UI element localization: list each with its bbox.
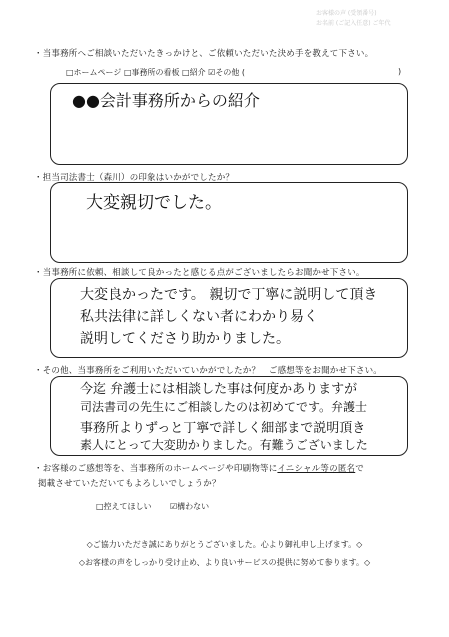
footer-commitment: ◇お客様の声をしっかり受け止め、より良いサービスの提供に努めて参ります。◇ (78, 558, 371, 567)
question-1-text: ・当事務所へご相談いただいたきっかけと、ご依頼いただいた決め手を教えて下さい。 (34, 49, 374, 59)
answer-4-line-1: 今迄 弁護士には相談した事は何度かありますが (80, 382, 358, 397)
question-3-text: ・当事務所に依頼、相談して良かったと感じる点がございましたらお聞かせ下さい。 (34, 268, 365, 278)
footer-thanks: ◇ご協力いただき誠にありがとうございました。心より御礼申し上げます。◇ (86, 540, 363, 549)
question-1-options (66, 67, 402, 78)
question-5-text (34, 462, 364, 474)
question-5-text-after: で (355, 464, 364, 474)
answer-2-handwriting: 大変親切でした。 (86, 193, 222, 213)
question-5-text-line2: 掲載させていただいてもよろしいでしょうか？ (38, 479, 221, 489)
question-1-options-close: ) (398, 67, 402, 76)
header-faint-line1: お客様の声 (受領番号) (316, 10, 377, 17)
answer-3-line-3: 説明してくださり助かりました。 (80, 331, 290, 347)
answer-1-handwriting: ●●会計事務所からの紹介 (72, 91, 260, 110)
option-allow-checkbox[interactable]: ☑構わない (170, 502, 210, 511)
question-4-text: ・その他、当事務所をご利用いただいていかがでしたか？ ご感想等をお聞かせ下さい。 (34, 366, 383, 376)
answer-4-line-4: 素人にとって大変助かりました。有難うございました (80, 438, 368, 452)
question-5-text-before: ・お客様のご感想等を、当事務所のホームページや印刷物等に (34, 464, 278, 474)
question-5-text-underlined: イニシャル等の匿名 (277, 464, 356, 474)
answer-4-line-3: 事務所よりずっと丁寧で詳しく細部まで説明頂き (80, 421, 366, 436)
option-decline-checkbox[interactable]: □控えてほしい (96, 502, 152, 511)
answer-3-line-1: 大変良かったです。 親切で丁寧に説明して頂き (80, 287, 378, 303)
header-faint-line2: お名前 (ご記入任意) ご年代 (316, 20, 391, 27)
question-2-text: ・担当司法書士（森川）の印象はいかがでしたか？ (34, 173, 235, 183)
answer-3-line-2: 私共法律に詳しくない者にわかり易く (80, 309, 318, 325)
question-1-options-label: □ホームページ □事務所の看板 □紹介 ☑その他 ( (66, 68, 245, 77)
answer-4-line-2: 司法書司の先生にご相談したのは初めてです。弁護士 (80, 400, 368, 414)
